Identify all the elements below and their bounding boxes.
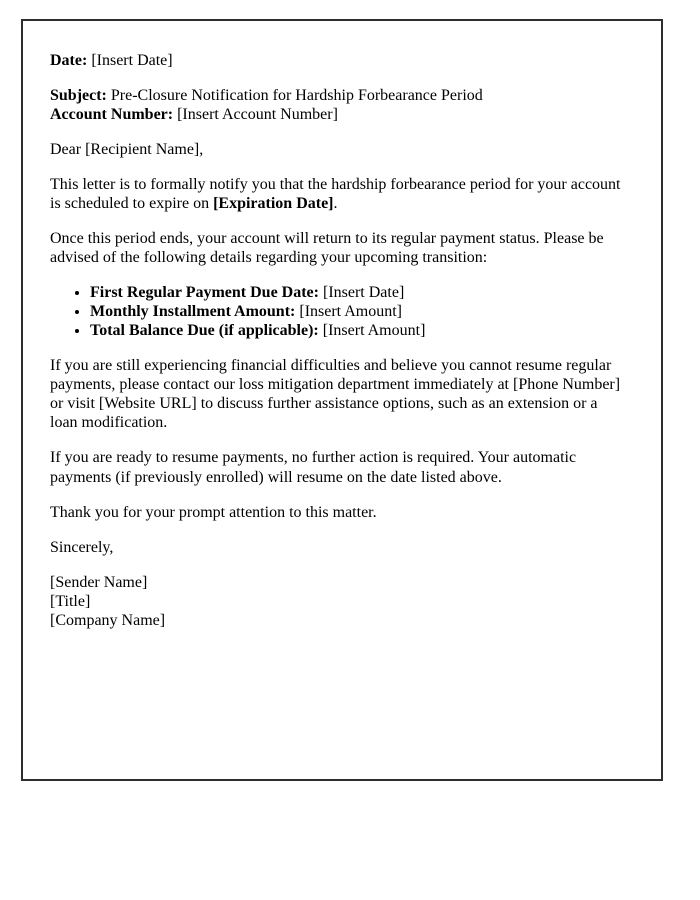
first-payment-label: First Regular Payment Due Date: xyxy=(90,284,319,302)
paragraph-thanks: Thank you for your prompt attention to this matter. xyxy=(50,503,377,521)
date-label: Date: xyxy=(50,52,88,69)
expiration-date-placeholder: [Expiration Date] xyxy=(213,195,334,213)
account-number-label: Account Number: xyxy=(50,106,174,124)
subject-value: Pre-Closure Notification for Hardship Forbearance Period xyxy=(106,87,483,105)
first-payment-value: [Insert Date] xyxy=(318,284,405,302)
signature-company-name: [Company Name] xyxy=(50,611,166,629)
paragraph-notify xyxy=(50,175,628,213)
subject-label: Subject: xyxy=(50,87,107,105)
monthly-installment-value: [Insert Amount] xyxy=(295,303,403,321)
list-item-total-balance xyxy=(90,321,628,340)
date-value: [Insert Date] xyxy=(87,52,173,69)
list-item-monthly-installment xyxy=(90,302,628,321)
total-balance-label: Total Balance Due (if applicable): xyxy=(90,322,319,340)
monthly-installment-label: Monthly Installment Amount: xyxy=(90,303,296,321)
paragraph-hardship-options: If you are still experiencing financial difficulties and believe you cannot resume regular payments, please contact our loss mitigation department immediately at [Phone Number] or visit [Website URL] to discuss further assistance options, such as an extension or a loan modification. xyxy=(50,357,621,432)
letter-page xyxy=(21,19,663,781)
salutation: Dear [Recipient Name], xyxy=(50,141,204,159)
subject-account-block xyxy=(50,86,628,124)
total-balance-value: [Insert Amount] xyxy=(318,322,426,340)
list-item-first-payment xyxy=(90,283,628,302)
date-line xyxy=(50,51,628,70)
signature-title: [Title] xyxy=(50,592,91,610)
account-number-value: [Insert Account Number] xyxy=(173,106,338,124)
paragraph-resume-payments: If you are ready to resume payments, no further action is required. Your automatic payments (if previously enrolled) will resume on the date listed above. xyxy=(50,449,577,486)
paragraph-notify-text: This letter is to formally notify you that the hardship forbearance period for your account is scheduled to expire on xyxy=(50,176,621,213)
closing: Sincerely, xyxy=(50,538,114,556)
paragraph-notify-period: . xyxy=(333,195,338,213)
paragraph-transition: Once this period ends, your account will return to its regular payment status. Please be advised of the following details regarding your upcoming transition: xyxy=(50,230,604,267)
details-list xyxy=(50,283,628,340)
signature-sender-name: [Sender Name] xyxy=(50,573,148,591)
signature-block xyxy=(50,573,628,630)
